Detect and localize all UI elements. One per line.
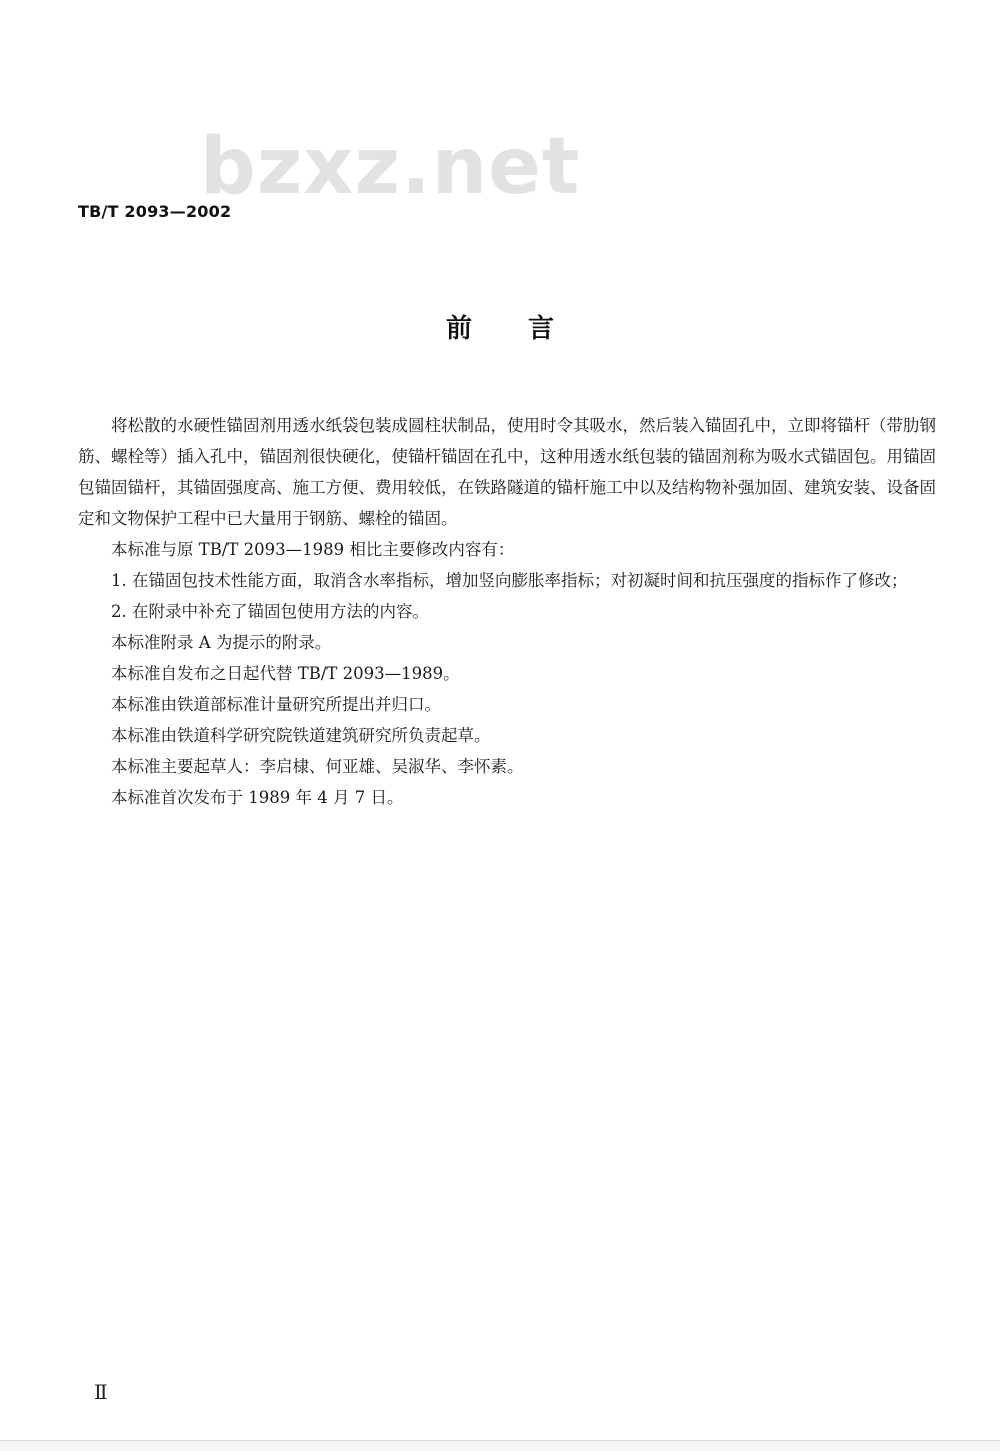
paragraph-intro: 将松散的水硬性锚固剂用透水纸袋包装成圆柱状制品，使用时令其吸水，然后装入锚固孔中，立即将锚杆（带肋钢筋、螺栓等）插入孔中，锚固剂很快硬化，使锚杆锚固在孔中，这种用透水纸包装的锚固剂称为吸水式锚固包。用锚固包锚固锚杆，其锚固强度高、施工方便、费用较低，在铁路隧道的锚杆施工中以及结构物补强加固、建筑安装、设备固定和文物保护工程中已大量用于钢筋、螺栓的锚固。 xyxy=(78,416,936,528)
paragraph-replaces: 本标准自发布之日起代替 TB/T 2093—1989。 xyxy=(111,664,460,683)
foreword-body xyxy=(78,410,936,813)
standard-code: TB/T 2093—2002 xyxy=(78,202,232,221)
paragraph-change-1: 1. 在锚固包技术性能方面，取消含水率指标，增加竖向膨胀率指标；对初凝时间和抗压强度的指标作了修改； xyxy=(111,571,908,590)
page-title: 前言 xyxy=(445,314,610,344)
paragraph-drafters: 本标准主要起草人：李启棣、何亚雄、吴淑华、李怀素。 xyxy=(111,757,524,776)
paragraph-appendix: 本标准附录 A 为提示的附录。 xyxy=(111,633,332,652)
paragraph-changes-heading: 本标准与原 TB/T 2093—1989 相比主要修改内容有： xyxy=(111,540,515,559)
paragraph-change-2: 2. 在附录中补充了锚固包使用方法的内容。 xyxy=(111,602,429,621)
page-number: Ⅱ xyxy=(94,1380,108,1404)
page-bottom-edge xyxy=(0,1440,1000,1451)
paragraph-first-issued: 本标准首次发布于 1989 年 4 月 7 日。 xyxy=(111,788,404,807)
paragraph-drafted-by: 本标准由铁道科学研究院铁道建筑研究所负责起草。 xyxy=(111,726,491,745)
watermark-text: bzxz.net xyxy=(200,122,581,212)
paragraph-proposed-by: 本标准由铁道部标准计量研究所提出并归口。 xyxy=(111,695,441,714)
